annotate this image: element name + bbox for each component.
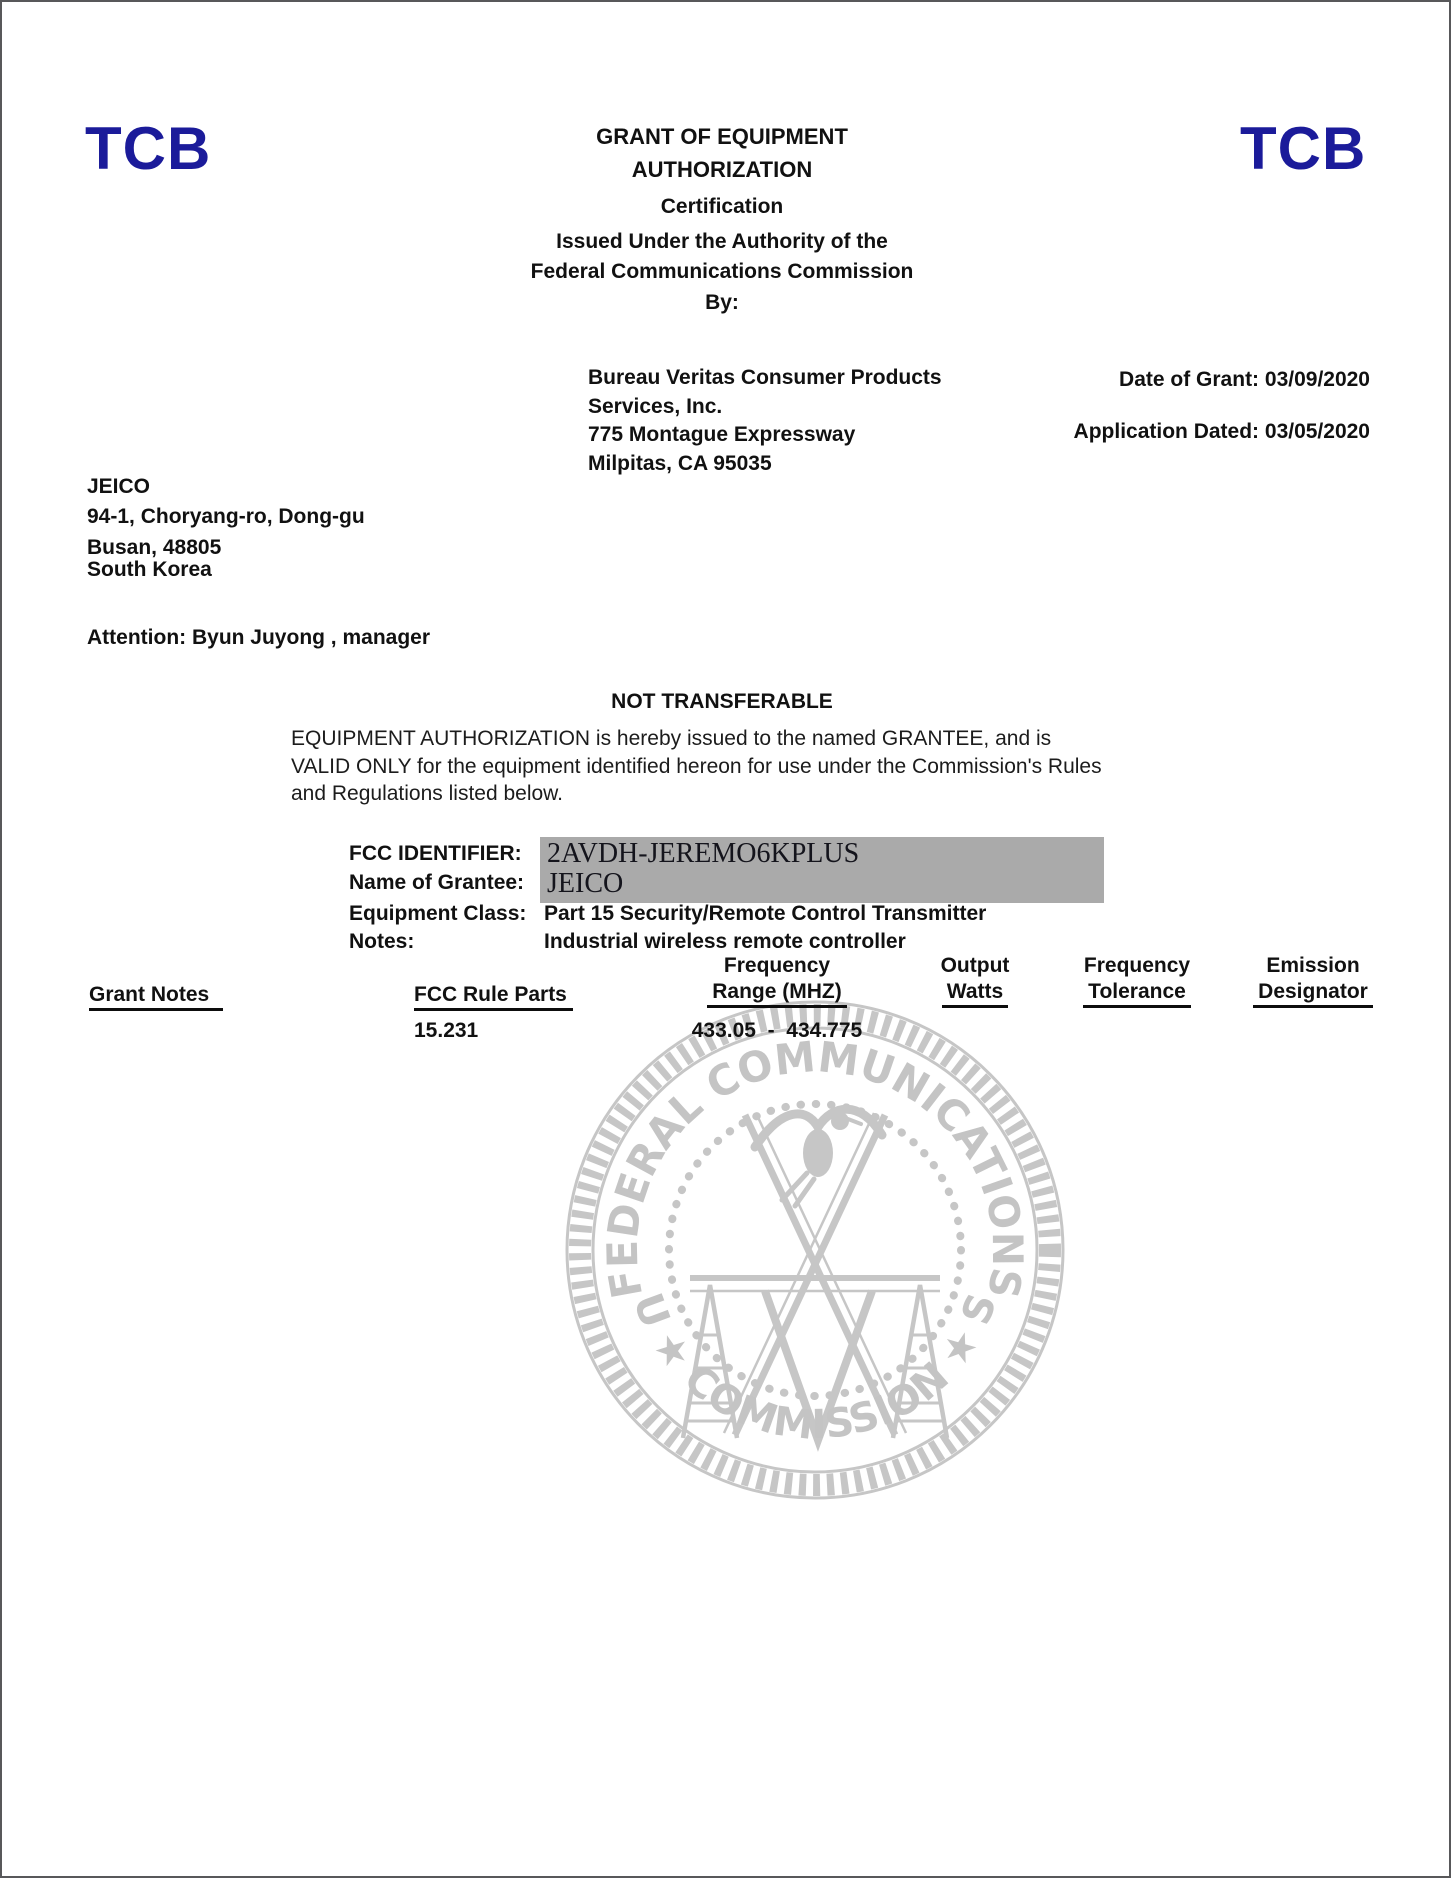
col-header-emission-designator	[1238, 954, 1388, 1008]
not-transferable-heading: NOT TRANSFERABLE	[611, 690, 833, 713]
grantee-name: JEICO	[87, 475, 151, 498]
issuer-line4: Milpitas, CA 95035	[588, 451, 772, 475]
col-header-frequency-tolerance	[1062, 954, 1212, 1008]
header-by-label: By:	[705, 291, 739, 314]
document-content	[2, 2, 1449, 1876]
col-header-tolerance-line1: Frequency	[1083, 954, 1191, 977]
attention-line: Attention: Byun Juyong , manager	[87, 626, 431, 649]
col-header-frequency-range	[652, 954, 902, 1008]
equipment-class-value: Part 15 Security/Remote Control Transmitter	[544, 902, 987, 925]
name-of-grantee-label: Name of Grantee:	[349, 871, 525, 894]
header-title-line1: GRANT OF EQUIPMENT	[596, 124, 848, 149]
notes-value: Industrial wireless remote controller	[544, 930, 906, 953]
fcc-identifier-value: 2AVDH-JEREMO6KPLUS	[547, 838, 860, 869]
authorization-statement	[291, 725, 1191, 808]
col-header-emission-line2: Designator	[1253, 980, 1373, 1008]
grantee-address-line1: 94-1, Choryang-ro, Dong-gu	[87, 505, 365, 528]
grantee-address-line2: Busan, 48805	[87, 536, 222, 559]
cell-frequency-range: 433.05 - 434.775	[691, 1019, 863, 1042]
col-header-frequency-range-line2: Range (MHZ)	[707, 980, 847, 1008]
fcc-identifier-label: FCC IDENTIFIER:	[349, 842, 522, 865]
col-header-frequency-range-line1: Frequency	[723, 954, 831, 977]
cell-fcc-rule-parts: 15.231	[414, 1019, 479, 1042]
issuer-line2: Services, Inc.	[588, 394, 723, 418]
notes-label: Notes:	[349, 930, 415, 953]
authorization-statement-line1: EQUIPMENT AUTHORIZATION is hereby issued to the named GRANTEE, and is	[291, 727, 1052, 750]
grantee-address-line3: South Korea	[87, 558, 212, 581]
col-header-emission-line1: Emission	[1266, 954, 1360, 977]
application-dated: Application Dated: 03/05/2020	[1073, 420, 1370, 443]
issuer-line3: 775 Montague Expressway	[588, 423, 856, 446]
seal-bottom-arc-text: U ★ COMMISSION ★ S	[623, 1287, 1007, 1449]
col-header-output-line2: Watts	[942, 980, 1008, 1008]
seal-top-arc-text: FEDERAL COMMUNICATIONS	[597, 1031, 1033, 1303]
date-of-grant: Date of Grant: 03/09/2020	[1119, 368, 1370, 391]
authorization-statement-line2: VALID ONLY for the equipment identified hereon for use under the Commission's Rules	[291, 754, 1102, 778]
col-header-output-line1: Output	[940, 954, 1010, 977]
header-title-line2: AUTHORIZATION	[631, 157, 813, 182]
col-header-grant-notes-text: Grant Notes	[89, 983, 223, 1011]
authorization-statement-line3: and Regulations listed below.	[291, 782, 564, 805]
col-header-grant-notes	[89, 983, 223, 1011]
tcb-logo-right: TCB	[1240, 115, 1367, 182]
col-header-tolerance-line2: Tolerance	[1083, 980, 1191, 1008]
col-header-fcc-rule-parts-text: FCC Rule Parts	[414, 983, 573, 1011]
equipment-class-label: Equipment Class:	[349, 902, 527, 925]
issuer-address-block	[588, 364, 942, 478]
document-header	[422, 2, 1022, 332]
col-header-fcc-rule-parts	[414, 983, 573, 1011]
tcb-logo-left: TCB	[85, 115, 212, 182]
col-header-output-watts	[915, 954, 1035, 1008]
header-authority-line1: Issued Under the Authority of the	[556, 230, 888, 253]
header-certification: Certification	[660, 195, 784, 218]
issuer-line1: Bureau Veritas Consumer Products	[588, 366, 942, 389]
name-of-grantee-value: JEICO	[547, 868, 624, 899]
header-authority-line2: Federal Communications Commission	[530, 260, 914, 283]
